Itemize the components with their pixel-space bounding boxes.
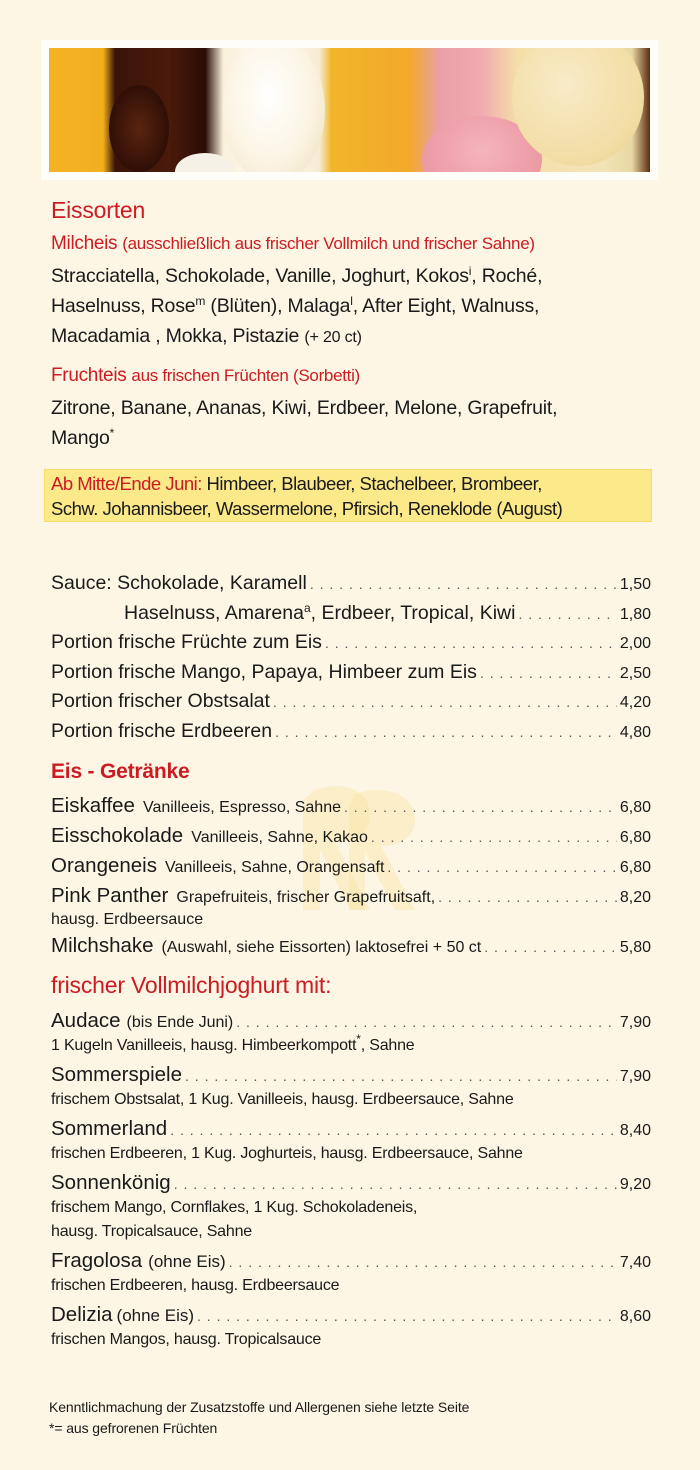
milcheis-heading [51, 231, 651, 257]
dish-name: Audace [51, 1009, 121, 1032]
fruchteis-line-1: Zitrone, Banane, Ananas, Kiwi, Erdbeer, Melone, Grapefruit, [51, 397, 558, 419]
dot-leader [344, 792, 617, 821]
menu-row [51, 931, 651, 961]
item-name [51, 931, 481, 961]
dish-desc-b: , Sahne [360, 1037, 415, 1054]
item-name: Portion frischer Obstsalat [51, 690, 270, 713]
section-title-yoghurt: frischer Vollmilchjoghurt mit: [51, 972, 332, 998]
dot-leader [273, 688, 617, 717]
item-price: 2,00 [619, 635, 651, 653]
drink-desc-continued: hausg. Erdbeersauce [51, 911, 204, 928]
dish-desc-continued: hausg. Tropicalsauce, Sahne [51, 1223, 252, 1240]
dot-leader [275, 718, 617, 747]
item-name: Sonnenkönig [51, 1171, 171, 1194]
dot-leader [371, 822, 617, 851]
menu-row [51, 599, 651, 629]
dot-leader [480, 659, 617, 688]
drink-name: Eiskaffee [51, 794, 135, 817]
drink-name: Orangeneis [51, 854, 157, 877]
dish-desc: frischen Erdbeeren, 1 Kug. Joghurteis, hausg. Erdbeersauce, Sahne [51, 1145, 523, 1162]
dot-leader [197, 1303, 617, 1328]
allergen-mark: m [195, 294, 206, 308]
item-price: 5,80 [619, 939, 651, 956]
item-price: 1,80 [619, 605, 651, 623]
menu-row [51, 1061, 651, 1088]
item-name-b: , Erdbeer, Tropical, Kiwi [310, 601, 516, 624]
yoghurt-item [51, 1007, 651, 1058]
drink-desc: Vanilleeis, Espresso, Sahne [142, 799, 341, 816]
milcheis-flavors [51, 261, 651, 353]
item-price: 9,20 [619, 1176, 651, 1193]
fruchteis-flavors [51, 393, 651, 453]
item-price: 7,90 [619, 1068, 651, 1085]
drink-desc: (Auswahl, siehe Eissorten) laktosefrei + 50 ct [161, 939, 482, 956]
menu-row [51, 628, 651, 658]
yoghurt-list [51, 1007, 651, 1355]
milcheis-line-1: Stracciatella, Schokolade, Vanille, Joghurt, Kokos [51, 265, 469, 287]
yoghurt-item [51, 1301, 651, 1352]
item-name [51, 821, 368, 851]
dish-desc: frischen Erdbeeren, hausg. Erdbeersauce [51, 1277, 340, 1294]
item-name [124, 599, 515, 629]
dish-name: Fragolosa [51, 1249, 143, 1272]
fruchteis-note: aus frischen Früchten (Sorbetti) [131, 366, 360, 385]
menu-row [51, 1301, 651, 1328]
drinks-list [51, 791, 651, 961]
drink-desc: Vanilleeis, Sahne, Orangensaft [164, 859, 385, 876]
menu-row [51, 791, 651, 821]
frozen-mark: * [109, 426, 115, 440]
item-price: 8,60 [619, 1308, 651, 1325]
item-name [51, 791, 341, 821]
footnotes [49, 1397, 469, 1439]
item-price: 8,20 [619, 889, 651, 906]
extras-list [51, 569, 651, 747]
item-name [51, 851, 384, 881]
dot-leader [387, 852, 616, 881]
dot-leader [229, 1249, 617, 1274]
item-price: 7,40 [619, 1254, 651, 1271]
milcheis-line-1-end: , Roché, [471, 265, 543, 287]
menu-row [51, 717, 651, 747]
dish-desc [51, 1034, 651, 1058]
dot-leader [170, 1117, 617, 1142]
dish-desc: frischem Obstsalat, 1 Kug. Vanilleeis, hausg. Erdbeersauce, Sahne [51, 1091, 514, 1108]
menu-row [51, 569, 651, 599]
item-name: Sommerland [51, 1117, 168, 1140]
drink-name: Milchshake [51, 934, 154, 957]
item-price: 6,80 [619, 829, 651, 846]
item-price: 4,20 [619, 694, 651, 712]
eissorten-section [51, 195, 651, 453]
milcheis-line-3: Macadamia , Mokka, Pistazie [51, 325, 305, 347]
section-title-drinks: Eis - Getränke [51, 760, 190, 783]
section-title-eissorten: Eissorten [51, 197, 146, 223]
menu-row [51, 851, 651, 881]
header-photo-frame [41, 40, 658, 180]
dot-leader [174, 1171, 617, 1196]
item-name [51, 881, 435, 911]
milcheis-line-2c: , After Eight, Walnuss, [352, 295, 540, 317]
seasonal-line-1: Himbeer, Blaubeer, Stachelbeer, Brombeer, [201, 473, 542, 494]
ice-cream-photo [49, 48, 650, 172]
seasonal-flavors [51, 471, 651, 521]
menu-row [51, 1169, 651, 1196]
menu-row [51, 1007, 651, 1034]
dish-desc: frischem Mango, Cornflakes, 1 Kug. Schokoladeneis, [51, 1199, 418, 1216]
milcheis-line-2a: Haselnuss, Rose [51, 295, 196, 317]
dot-leader [325, 629, 617, 658]
dot-leader [438, 882, 617, 911]
item-price: 2,50 [619, 664, 651, 682]
allergen-note: Kenntlichmachung der Zusatzstoffe und Allergenen siehe letzte Seite [49, 1399, 470, 1415]
dish-note: (bis Ende Juni) [126, 1014, 234, 1031]
dot-leader [518, 600, 616, 629]
item-name: Portion frische Erdbeeren [51, 719, 273, 742]
item-name: Portion frische Mango, Papaya, Himbeer zum Eis [51, 660, 477, 683]
menu-row [51, 821, 651, 851]
dot-leader [236, 1009, 617, 1034]
menu-row [51, 658, 651, 688]
milcheis-note: (ausschließlich aus frischer Vollmilch und frischer Sahne) [122, 234, 535, 253]
menu-row [51, 1115, 651, 1142]
item-name [51, 1301, 194, 1328]
vanilla-scoop [223, 48, 325, 172]
item-name: Portion frische Früchte zum Eis [51, 631, 322, 654]
dish-name: Delizia [51, 1303, 113, 1326]
milcheis-line-2b: (Blüten), Malaga [205, 295, 351, 317]
fruchteis-line-2: Mango [51, 427, 110, 449]
menu-row [51, 881, 651, 911]
drink-desc: Grapefruiteis, frischer Grapefruitsaft, [176, 889, 436, 906]
dish-note: (ohne Eis) [148, 1252, 226, 1271]
item-name [51, 1007, 233, 1034]
item-price: 8,40 [619, 1122, 651, 1139]
fruchteis-label: Fruchteis [51, 365, 127, 386]
seasonal-line-2: Schw. Johannisbeer, Wassermelone, Pfirsich, Reneklode (August) [51, 498, 563, 519]
allergen-mark: l [350, 294, 353, 308]
yoghurt-item [51, 1115, 651, 1166]
menu-row [51, 687, 651, 717]
dot-leader [484, 932, 617, 961]
item-name-a: Haselnuss, Amarena [124, 601, 304, 624]
item-name: Sauce: Schokolade, Karamell [51, 572, 307, 594]
dot-leader [185, 1063, 617, 1088]
item-name: Sommerspiele [51, 1063, 183, 1086]
menu-row [51, 1247, 651, 1274]
yoghurt-item [51, 1247, 651, 1298]
dish-desc: frischen Mangos, hausg. Tropicalsauce [51, 1331, 322, 1348]
yoghurt-item [51, 1169, 651, 1244]
item-name [51, 1247, 226, 1274]
cream-dollop [175, 153, 235, 172]
seasonal-label: Ab Mitte/Ende Juni: [51, 473, 202, 494]
frozen-fruit-note: *= aus gefrorenen Früchten [49, 1420, 218, 1436]
drink-desc: Vanilleeis, Sahne, Kakao [191, 829, 368, 846]
item-price: 6,80 [619, 799, 651, 816]
yoghurt-item [51, 1061, 651, 1112]
drink-name: Pink Panther [51, 884, 169, 907]
pistazie-surcharge: (+ 20 ct) [304, 329, 362, 346]
dish-desc-a: 1 Kugeln Vanilleeis, hausg. Himbeerkompott [51, 1037, 357, 1054]
frozen-mark: * [356, 1032, 361, 1046]
chocolate-scoop [109, 85, 169, 172]
fruchteis-heading [51, 363, 651, 389]
item-price: 6,80 [619, 859, 651, 876]
drink-name: Eisschokolade [51, 824, 184, 847]
item-price: 4,80 [619, 723, 651, 741]
milcheis-label: Milcheis [51, 233, 118, 254]
item-price: 7,90 [619, 1014, 651, 1031]
dish-note: (ohne Eis) [116, 1306, 195, 1325]
item-price: 1,50 [619, 576, 651, 593]
allergen-mark: a [303, 600, 311, 615]
allergen-mark: i [468, 264, 472, 278]
dot-leader [310, 570, 617, 599]
